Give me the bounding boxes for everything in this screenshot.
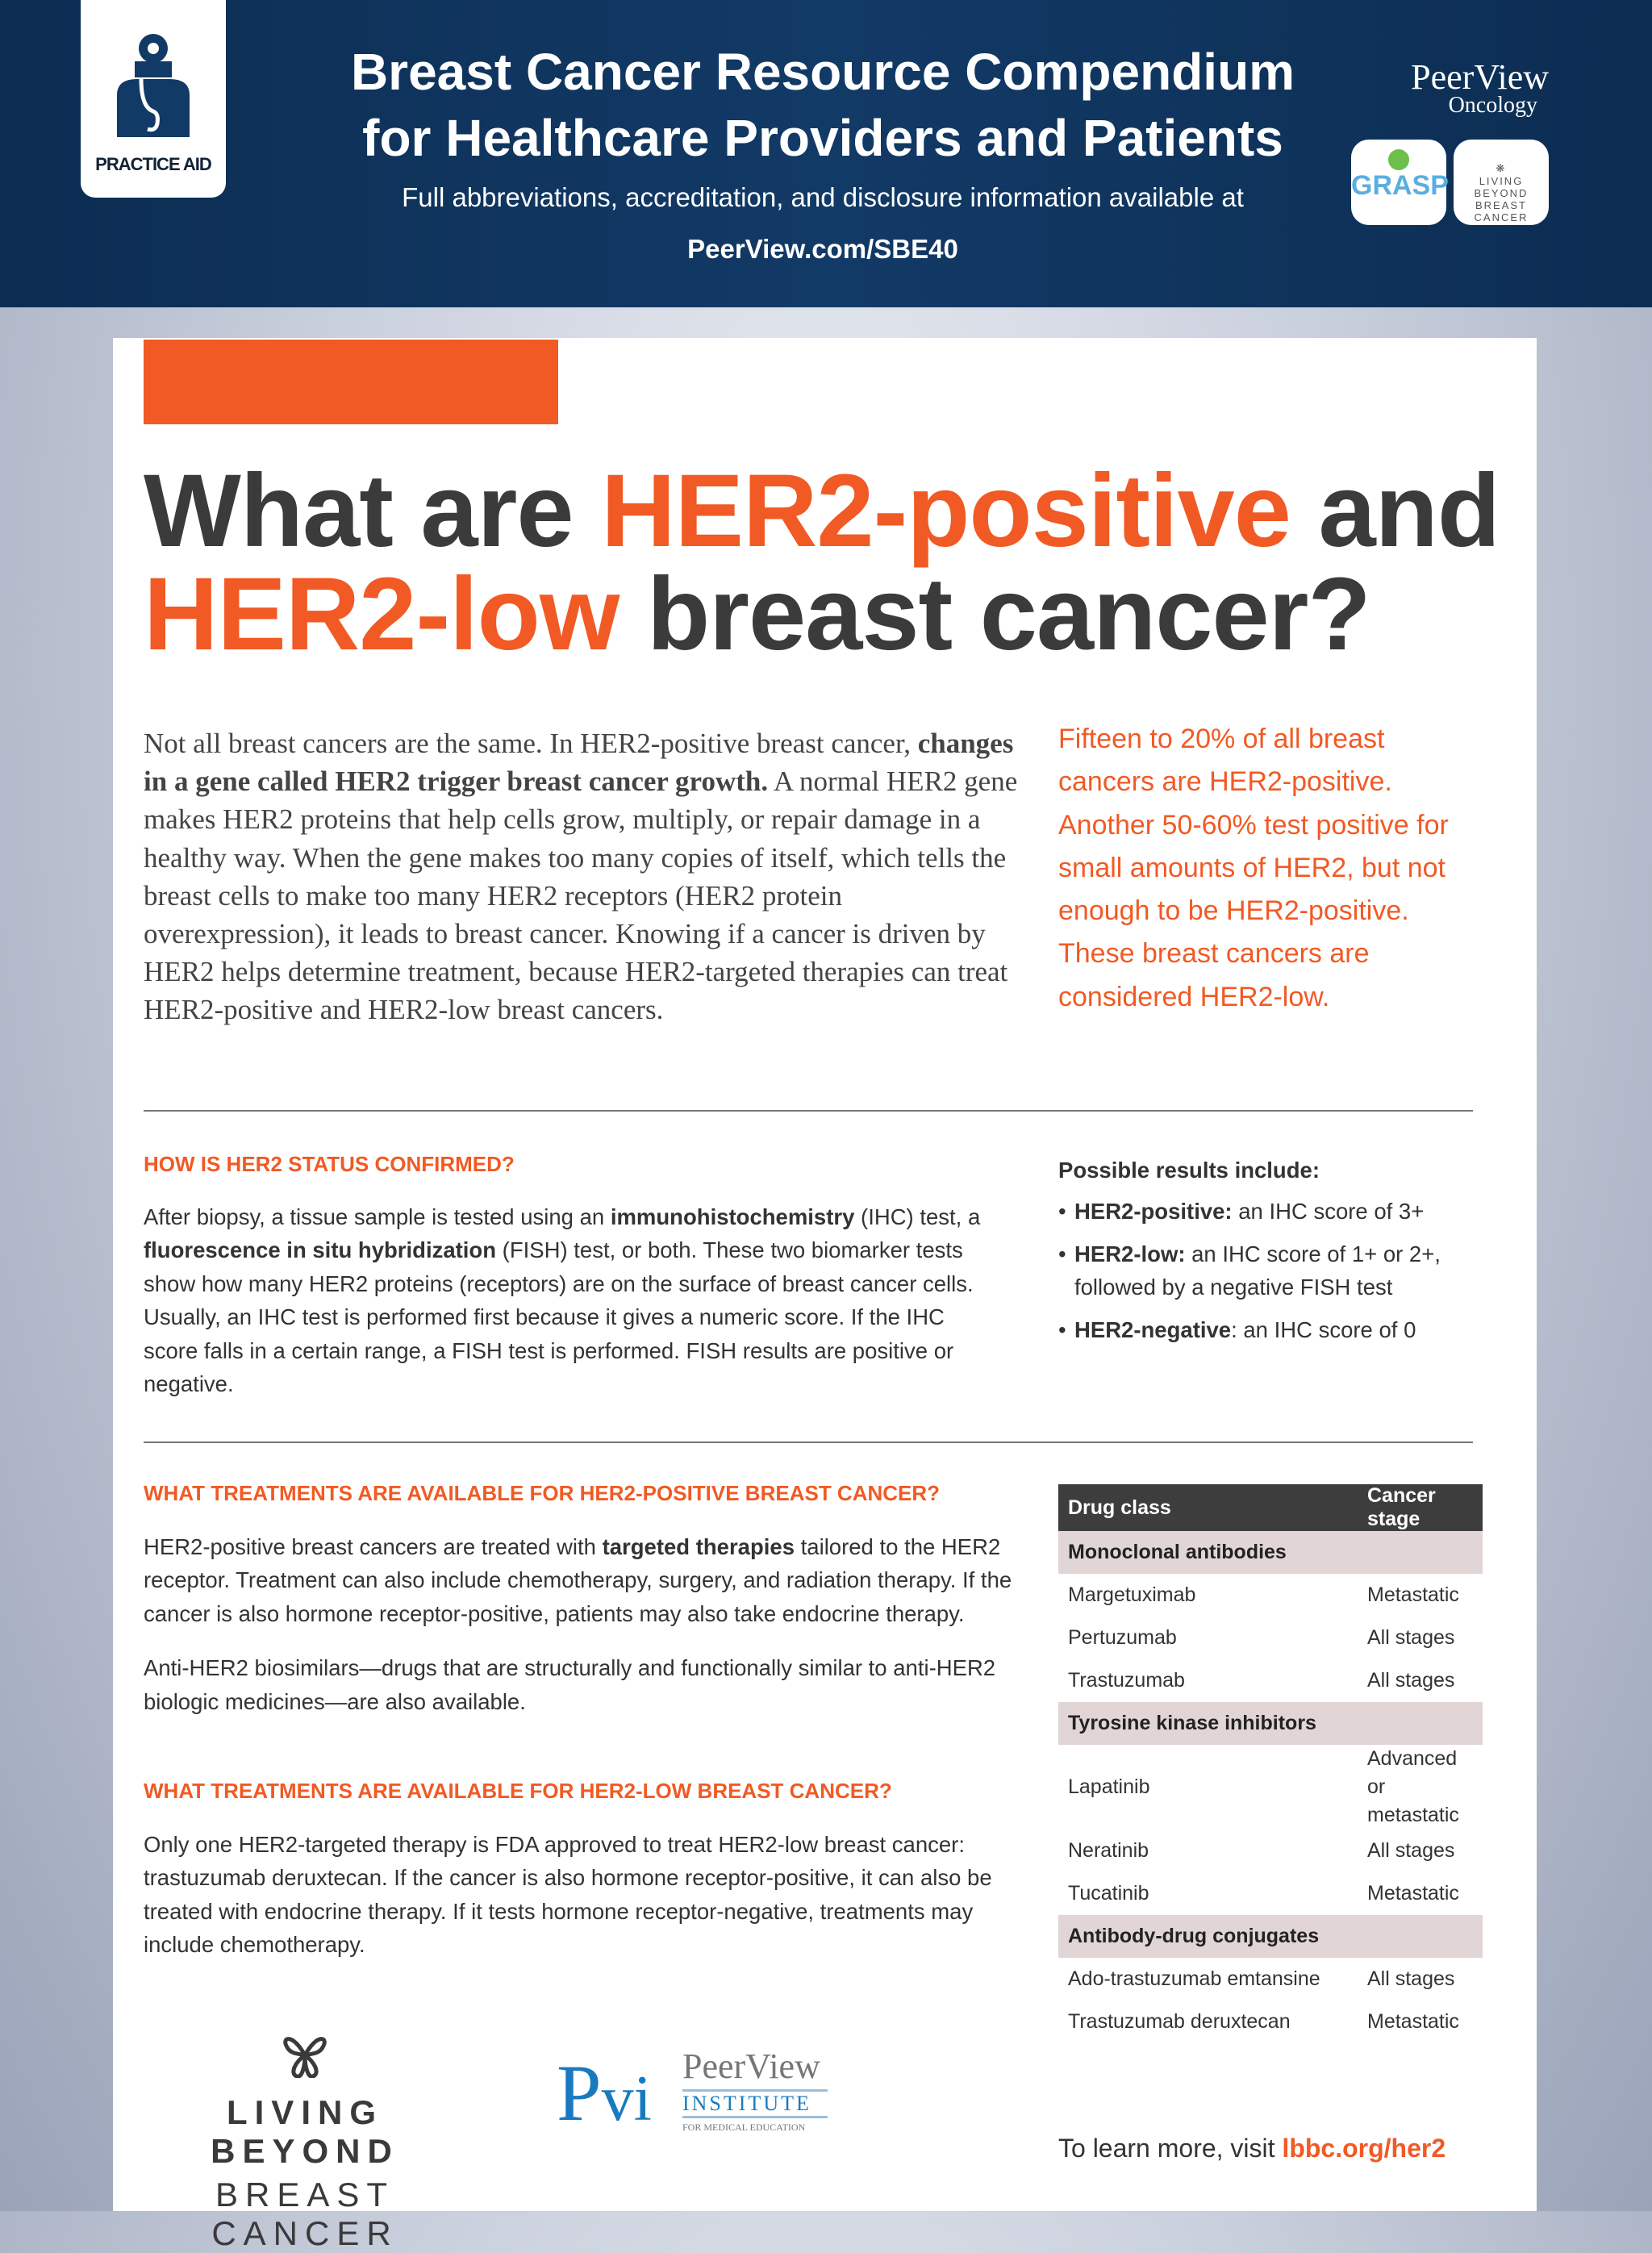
peerview-institute-logo: Pvi PeerView INSTITUTE FOR MEDICAL EDUCATION	[557, 2049, 831, 2154]
drug-category: Monoclonal antibodies	[1058, 1531, 1483, 1574]
header-url-link[interactable]: PeerView.com/SBE40	[687, 234, 958, 264]
section-heading-positive: WHAT TREATMENTS ARE AVAILABLE FOR HER2-POSITIVE BREAST CANCER?	[144, 1481, 941, 1505]
callout-text: Fifteen to 20% of all breast cancers are HER2-positive. Another 50-60% test positive for small amounts of HER2, but not enough to be HER2-positive. These breast cancers are considered HER2-low.	[1058, 724, 1449, 1012]
peerview-oncology-logo: PeerView Oncology	[1411, 57, 1549, 118]
pvi-monogram: Pvi	[557, 2048, 652, 2138]
page-title: What are HER2-positive and HER2-low breast cancer?	[144, 453, 1500, 672]
header-subtitle: Full abbreviations, accreditation, and disclosure information available at	[402, 182, 1244, 212]
lbbc-partner-logo: ❋ LIVING BEYOND BREAST CANCER	[1454, 140, 1549, 225]
result-item: • HER2-low: an IHC score of 1+ or 2+, followed by a negative FISH test	[1058, 1237, 1494, 1304]
table-row: Neratinib All stages	[1068, 1839, 1455, 1862]
intro-paragraph: Not all breast cancers are the same. In HER2-positive breast cancer, changes in a gene called HER2 trigger breast cancer growth. A normal HER2 gene makes HER2 proteins that help cells grow, multiply, or repair damage in a healthy way. When the gene makes too many copies of itself, which tells the breast cells to make too many HER2 receptors (HER2 protein overexpression), it leads to breast cancer. Knowing if a cancer is driven by HER2 helps determine treatment, because HER2-targeted therapies can treat HER2-positive and HER2-low breast cancers.	[144, 728, 1018, 1026]
doctor-icon	[109, 31, 198, 144]
practice-aid-label: PRACTICE AID	[95, 154, 211, 174]
butterfly-icon	[281, 2033, 329, 2078]
table-row: Margetuximab Metastatic	[1068, 1583, 1459, 1606]
drug-category: Antibody-drug conjugates	[1058, 1915, 1483, 1958]
grasp-logo: GRASP	[1351, 140, 1446, 225]
table-row: Lapatinib Advanced or metastatic	[1068, 1747, 1459, 1826]
results-list	[1058, 1158, 1494, 1356]
table-row: Trastuzumab deruxtecan Metastatic	[1068, 2010, 1459, 2033]
lbbc-link[interactable]: lbbc.org/her2	[1282, 2134, 1446, 2163]
status-paragraph: After biopsy, a tissue sample is tested using an immunohistochemistry (IHC) test, a fluorescence in situ hybridization (FISH) test, or both. These two biomarker tests show how many HER2 proteins (receptors) are on the surface of breast cancer cells. Usually, an IHC test is performed first because it gives a numeric score. If the IHC score falls in a certain range, a FISH test is performed. FISH results are positive or negative.	[144, 1204, 981, 1397]
divider	[144, 1110, 1473, 1112]
drug-category: Tyrosine kinase inhibitors	[1058, 1702, 1483, 1745]
results-heading: Possible results include:	[1058, 1158, 1320, 1183]
practice-aid-badge	[81, 0, 226, 198]
section-heading-low: WHAT TREATMENTS ARE AVAILABLE FOR HER2-LOW BREAST CANCER?	[144, 1779, 892, 1803]
section-heading-status: HOW IS HER2 STATUS CONFIRMED?	[144, 1152, 515, 1176]
table-row: Trastuzumab All stages	[1068, 1669, 1455, 1692]
header-title: Breast Cancer Resource Compendium for Healthcare Providers and Patients	[350, 43, 1295, 167]
result-item: • HER2-negative: an IHC score of 0	[1058, 1313, 1494, 1346]
lbbc-logo: LIVING BEYOND BREAST CANCER	[144, 2033, 466, 2253]
low-treatments-text: Only one HER2-targeted therapy is FDA approved to treat HER2-low breast cancer: trastuzumab deruxtecan. If the cancer is also hormone receptor-positive, it can also be treated with endocrine therapy. If it tests hormone receptor-negative, treatments may include chemotherapy.	[144, 1832, 992, 1958]
col-cancer-stage: Cancer stage	[1358, 1484, 1483, 1531]
table-row: Pertuzumab All stages	[1068, 1626, 1455, 1649]
learn-more: To learn more, visit lbbc.org/her2	[1058, 2134, 1446, 2163]
result-item: • HER2-positive: an IHC score of 3+	[1058, 1195, 1494, 1228]
drug-table	[1058, 1484, 1483, 2043]
butterfly-icon: ❋	[1496, 162, 1507, 174]
col-drug-class: Drug class	[1058, 1484, 1358, 1531]
positive-treatments-text: HER2-positive breast cancers are treated with targeted therapies tailored to the HER2 receptor. Treatment can also include chemotherapy, surgery, and radiation therapy. If the cancer is also hormone receptor-positive, patients may also take endocrine therapy. Anti-HER2 biosimilars—drugs that are structurally and functionally similar to anti-HER2 biologic medicines—are also available.	[144, 1534, 1012, 1714]
divider	[144, 1442, 1473, 1443]
table-row: Tucatinib Metastatic	[1068, 1882, 1459, 1905]
table-row: Ado-trastuzumab emtansine All stages	[1068, 1967, 1455, 1990]
accent-bar	[144, 340, 558, 424]
